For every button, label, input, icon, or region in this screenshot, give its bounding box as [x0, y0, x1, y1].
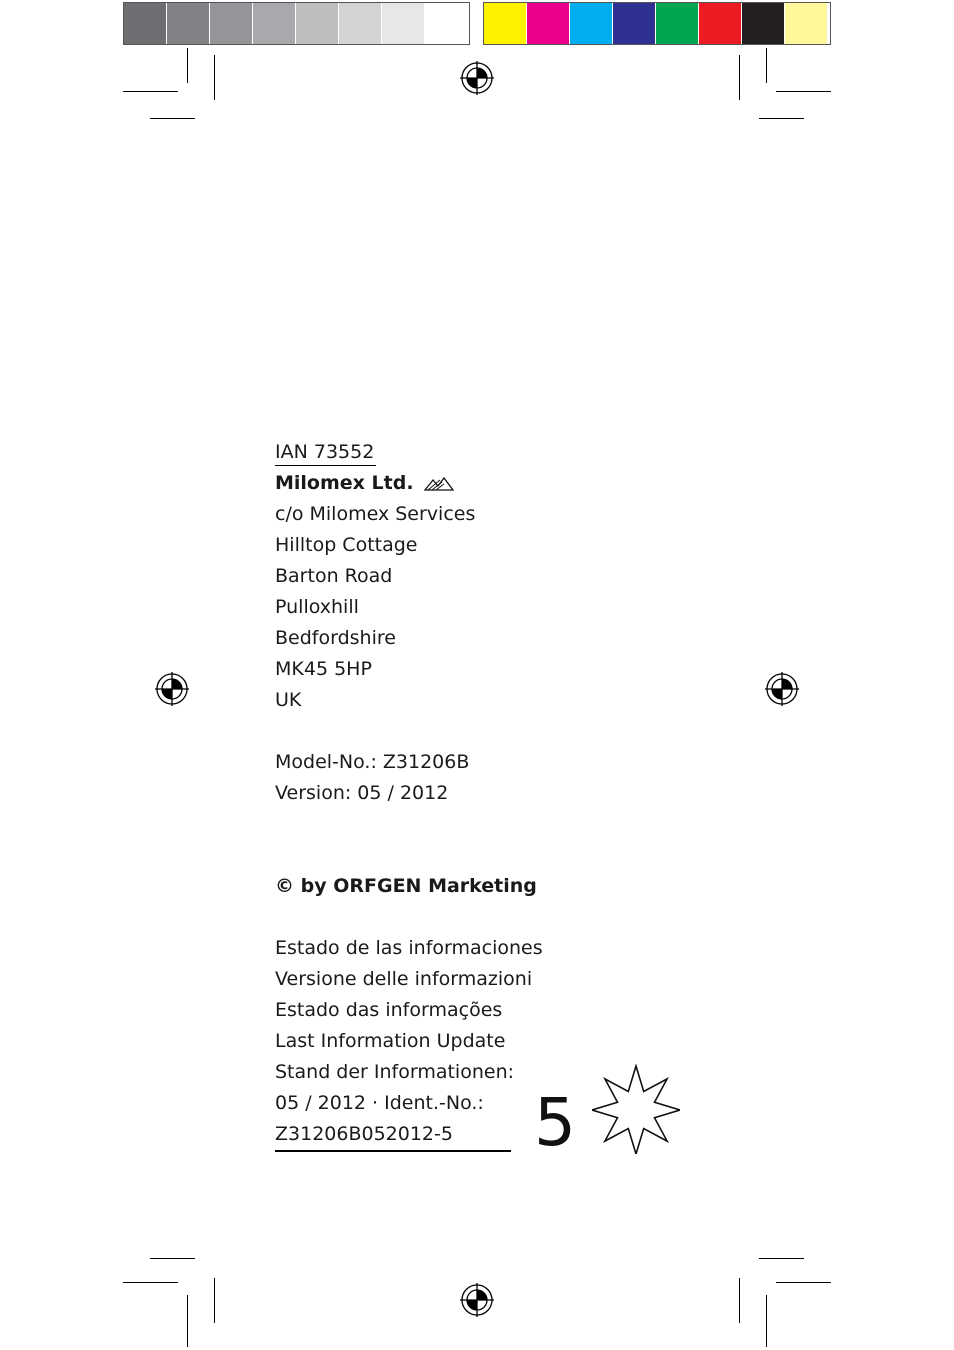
info-line: Estado das informações [275, 999, 503, 1021]
company-line [275, 468, 695, 499]
registration-mark-icon [765, 672, 799, 706]
address-line: MK45 5HP [275, 658, 372, 680]
address-line: c/o Milomex Services [275, 503, 476, 525]
address-line: Pulloxhill [275, 596, 359, 618]
gray-swatch [210, 3, 252, 44]
company-name: Milomex Ltd. [275, 472, 414, 494]
gray-swatch [339, 3, 381, 44]
crop-mark [766, 48, 767, 83]
color-swatch [785, 3, 827, 44]
star-outline-icon [592, 1064, 680, 1154]
crop-mark [739, 1278, 740, 1323]
imprint-block [275, 437, 695, 1150]
ian-number: IAN 73552 [275, 439, 376, 466]
crop-mark [759, 1258, 804, 1259]
gray-swatch [167, 3, 209, 44]
model-number: Model-No.: Z31206B [275, 751, 470, 773]
address-line: Bedfordshire [275, 627, 396, 649]
color-swatch [656, 3, 698, 44]
registration-mark-icon [460, 1283, 494, 1317]
crop-mark [187, 48, 188, 83]
crop-mark [739, 55, 740, 100]
crop-mark [123, 91, 178, 92]
info-line: Estado de las informaciones [275, 937, 543, 959]
registration-mark-icon [155, 672, 189, 706]
color-swatch [613, 3, 655, 44]
crop-mark [150, 118, 195, 119]
info-line: 05 / 2012 · Ident.-No.: [275, 1092, 484, 1114]
registration-mark-icon [460, 61, 494, 95]
gray-swatch [296, 3, 338, 44]
version-line: Version: 05 / 2012 [275, 782, 449, 804]
crop-mark [766, 1295, 767, 1347]
mountain-logo-icon [424, 476, 454, 492]
crop-mark [759, 118, 804, 119]
address-line: Hilltop Cottage [275, 534, 418, 556]
color-swatch [570, 3, 612, 44]
address-line: Barton Road [275, 565, 393, 587]
color-swatch [484, 3, 526, 44]
info-line: Last Information Update [275, 1030, 506, 1052]
gray-swatch [124, 3, 166, 44]
crop-mark [776, 91, 831, 92]
copyright-line: © by ORFGEN Marketing [275, 875, 537, 897]
crop-mark [214, 55, 215, 100]
crop-mark [187, 1295, 188, 1347]
crop-mark [776, 1282, 831, 1283]
gray-swatch [253, 3, 295, 44]
crop-mark [123, 1282, 178, 1283]
address-line: UK [275, 689, 302, 711]
color-swatch [527, 3, 569, 44]
crop-mark [150, 1258, 195, 1259]
info-line: Versione delle informazioni [275, 968, 533, 990]
crop-mark [214, 1278, 215, 1323]
color-swatch [699, 3, 741, 44]
ident-number: Z31206B052012-5 [275, 1119, 511, 1152]
page-number: 5 [534, 1084, 576, 1161]
color-swatch [742, 3, 784, 44]
gray-swatch [382, 3, 424, 44]
gray-swatch [425, 3, 467, 44]
info-line: Stand der Informationen: [275, 1061, 515, 1083]
